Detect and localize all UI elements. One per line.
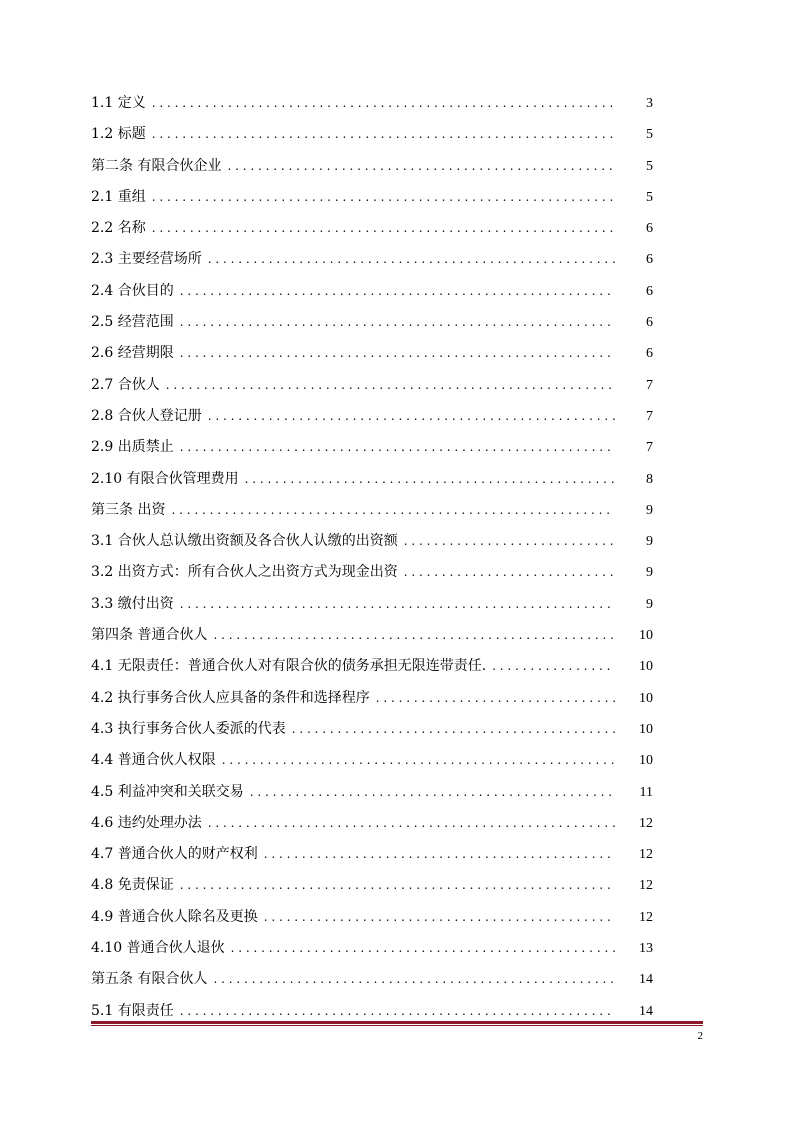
toc-entry[interactable]	[91, 88, 653, 119]
toc-entry[interactable]	[91, 464, 653, 495]
toc-leader-dots	[292, 714, 615, 745]
toc-entry-page: 10	[615, 745, 653, 776]
toc-entry-title: 1.2 标题	[91, 119, 152, 150]
toc-entry-page: 10	[615, 651, 653, 682]
toc-entry-page: 14	[615, 964, 653, 995]
toc-leader-dots	[180, 307, 615, 338]
toc-entry-page: 9	[615, 526, 653, 557]
table-of-contents	[91, 88, 653, 1027]
toc-leader-dots	[180, 589, 615, 620]
toc-leader-dots	[231, 933, 615, 964]
toc-entry-title: 2.3 主要经营场所	[91, 244, 208, 275]
footer-rule-thin	[91, 1025, 703, 1026]
toc-leader-dots	[166, 370, 615, 401]
toc-leader-dots	[404, 557, 615, 588]
toc-entry[interactable]	[91, 244, 653, 275]
toc-entry-page: 5	[615, 182, 653, 213]
toc-entry-page: 10	[615, 714, 653, 745]
toc-leader-dots	[376, 683, 615, 714]
toc-entry-title: 2.5 经营范围	[91, 307, 180, 338]
toc-entry-page: 10	[615, 620, 653, 651]
toc-entry-title: 5.1 有限责任	[91, 996, 180, 1027]
toc-entry[interactable]	[91, 777, 653, 808]
toc-entry-title: 2.10 有限合伙管理费用	[91, 464, 245, 495]
toc-entry[interactable]	[91, 620, 653, 651]
toc-entry-page: 3	[615, 88, 653, 119]
toc-entry-title: 第五条 有限合伙人	[91, 964, 213, 995]
toc-entry-page: 9	[615, 495, 653, 526]
toc-leader-dots	[180, 276, 615, 307]
toc-entry[interactable]	[91, 683, 653, 714]
toc-entry-page: 13	[615, 933, 653, 964]
footer-rule	[91, 1021, 703, 1026]
toc-entry-title: 2.7 合伙人	[91, 370, 166, 401]
toc-entry-title: 4.3 执行事务合伙人委派的代表	[91, 714, 292, 745]
toc-leader-dots	[152, 119, 615, 150]
toc-entry[interactable]	[91, 213, 653, 244]
toc-leader-dots	[152, 88, 615, 119]
toc-entry-title: 2.6 经营期限	[91, 338, 180, 369]
toc-leader-dots	[180, 338, 615, 369]
toc-entry[interactable]	[91, 964, 653, 995]
toc-leader-dots	[222, 745, 615, 776]
toc-entry-page: 9	[615, 589, 653, 620]
toc-entry[interactable]	[91, 432, 653, 463]
toc-leader-dots	[404, 526, 615, 557]
toc-entry-title: 3.3 缴付出资	[91, 589, 180, 620]
toc-entry-page: 12	[615, 839, 653, 870]
toc-leader-dots	[227, 151, 615, 182]
toc-entry[interactable]	[91, 526, 653, 557]
toc-entry-title: 第三条 出资	[91, 495, 171, 526]
toc-entry-page: 6	[615, 213, 653, 244]
toc-entry[interactable]	[91, 151, 653, 182]
toc-leader-dots	[152, 213, 615, 244]
toc-leader-dots	[264, 902, 615, 933]
toc-leader-dots	[208, 244, 615, 275]
toc-entry-page: 7	[615, 370, 653, 401]
toc-entry[interactable]	[91, 119, 653, 150]
toc-entry-title: 4.7 普通合伙人的财产权利	[91, 839, 264, 870]
toc-entry-title: 2.1 重组	[91, 182, 152, 213]
toc-entry-page: 14	[615, 996, 653, 1027]
toc-entry-title: 2.8 合伙人登记册	[91, 401, 208, 432]
toc-leader-dots	[152, 182, 615, 213]
toc-entry-title: 第二条 有限合伙企业	[91, 151, 227, 182]
toc-entry[interactable]	[91, 495, 653, 526]
toc-entry-title: 4.1 无限责任：普通合伙人对有限合伙的债务承担无限连带责任.	[91, 651, 492, 682]
toc-entry-page: 7	[615, 401, 653, 432]
page-number: 2	[697, 1030, 703, 1042]
toc-leader-dots	[208, 401, 615, 432]
toc-entry[interactable]	[91, 307, 653, 338]
toc-leader-dots	[492, 651, 615, 682]
toc-entry[interactable]	[91, 338, 653, 369]
toc-entry-title: 4.9 普通合伙人除名及更换	[91, 902, 264, 933]
toc-entry-page: 9	[615, 557, 653, 588]
toc-entry[interactable]	[91, 651, 653, 682]
toc-entry-page: 5	[615, 151, 653, 182]
toc-entry[interactable]	[91, 276, 653, 307]
toc-entry[interactable]	[91, 870, 653, 901]
toc-leader-dots	[245, 464, 615, 495]
toc-entry-title: 2.9 出质禁止	[91, 432, 180, 463]
toc-entry[interactable]	[91, 808, 653, 839]
toc-entry-title: 3.2 出资方式：所有合伙人之出资方式为现金出资	[91, 557, 404, 588]
toc-entry[interactable]	[91, 714, 653, 745]
toc-entry[interactable]	[91, 182, 653, 213]
toc-entry-title: 4.5 利益冲突和关联交易	[91, 777, 250, 808]
toc-entry-title: 4.10 普通合伙人退伙	[91, 933, 231, 964]
toc-leader-dots	[250, 777, 615, 808]
toc-entry-page: 6	[615, 276, 653, 307]
toc-entry[interactable]	[91, 401, 653, 432]
toc-entry[interactable]	[91, 839, 653, 870]
toc-entry-page: 7	[615, 432, 653, 463]
toc-leader-dots	[264, 839, 615, 870]
toc-entry-page: 12	[615, 902, 653, 933]
toc-leader-dots	[180, 432, 615, 463]
toc-entry[interactable]	[91, 933, 653, 964]
toc-entry[interactable]	[91, 745, 653, 776]
toc-entry-title: 第四条 普通合伙人	[91, 620, 213, 651]
toc-entry-title: 2.2 名称	[91, 213, 152, 244]
toc-entry-title: 4.2 执行事务合伙人应具备的条件和选择程序	[91, 683, 376, 714]
toc-leader-dots	[213, 620, 615, 651]
toc-entry-title: 3.1 合伙人总认缴出资额及各合伙人认缴的出资额	[91, 526, 404, 557]
toc-leader-dots	[171, 495, 615, 526]
toc-leader-dots	[213, 964, 615, 995]
toc-entry-title: 2.4 合伙目的	[91, 276, 180, 307]
toc-entry-page: 6	[615, 338, 653, 369]
toc-entry-page: 6	[615, 307, 653, 338]
toc-entry-title: 4.6 违约处理办法	[91, 808, 208, 839]
toc-entry-title: 4.4 普通合伙人权限	[91, 745, 222, 776]
toc-leader-dots	[208, 808, 615, 839]
toc-entry-page: 12	[615, 808, 653, 839]
toc-entry-page: 10	[615, 683, 653, 714]
toc-entry[interactable]	[91, 902, 653, 933]
toc-entry-page: 5	[615, 119, 653, 150]
toc-entry[interactable]	[91, 557, 653, 588]
toc-entry-title: 1.1 定义	[91, 88, 152, 119]
toc-entry-page: 6	[615, 244, 653, 275]
toc-entry[interactable]	[91, 370, 653, 401]
toc-entry[interactable]	[91, 589, 653, 620]
toc-entry-page: 12	[615, 870, 653, 901]
toc-entry-title: 4.8 免责保证	[91, 870, 180, 901]
toc-leader-dots	[180, 870, 615, 901]
toc-entry-page: 11	[615, 777, 653, 808]
toc-entry-page: 8	[615, 464, 653, 495]
